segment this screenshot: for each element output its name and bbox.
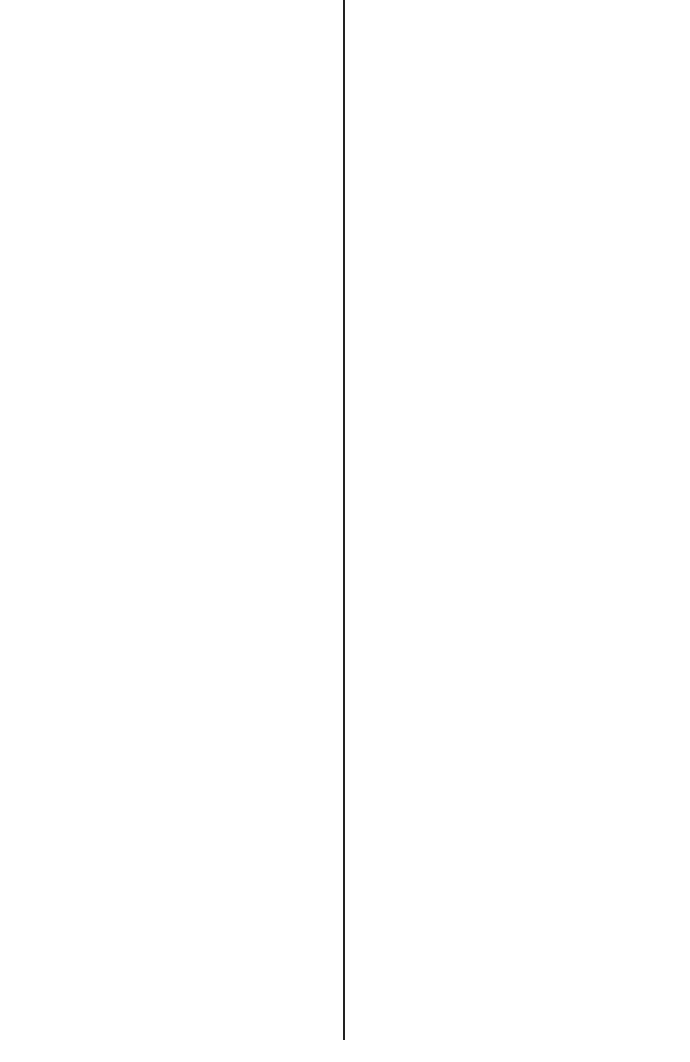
column-divider [343, 0, 345, 1040]
